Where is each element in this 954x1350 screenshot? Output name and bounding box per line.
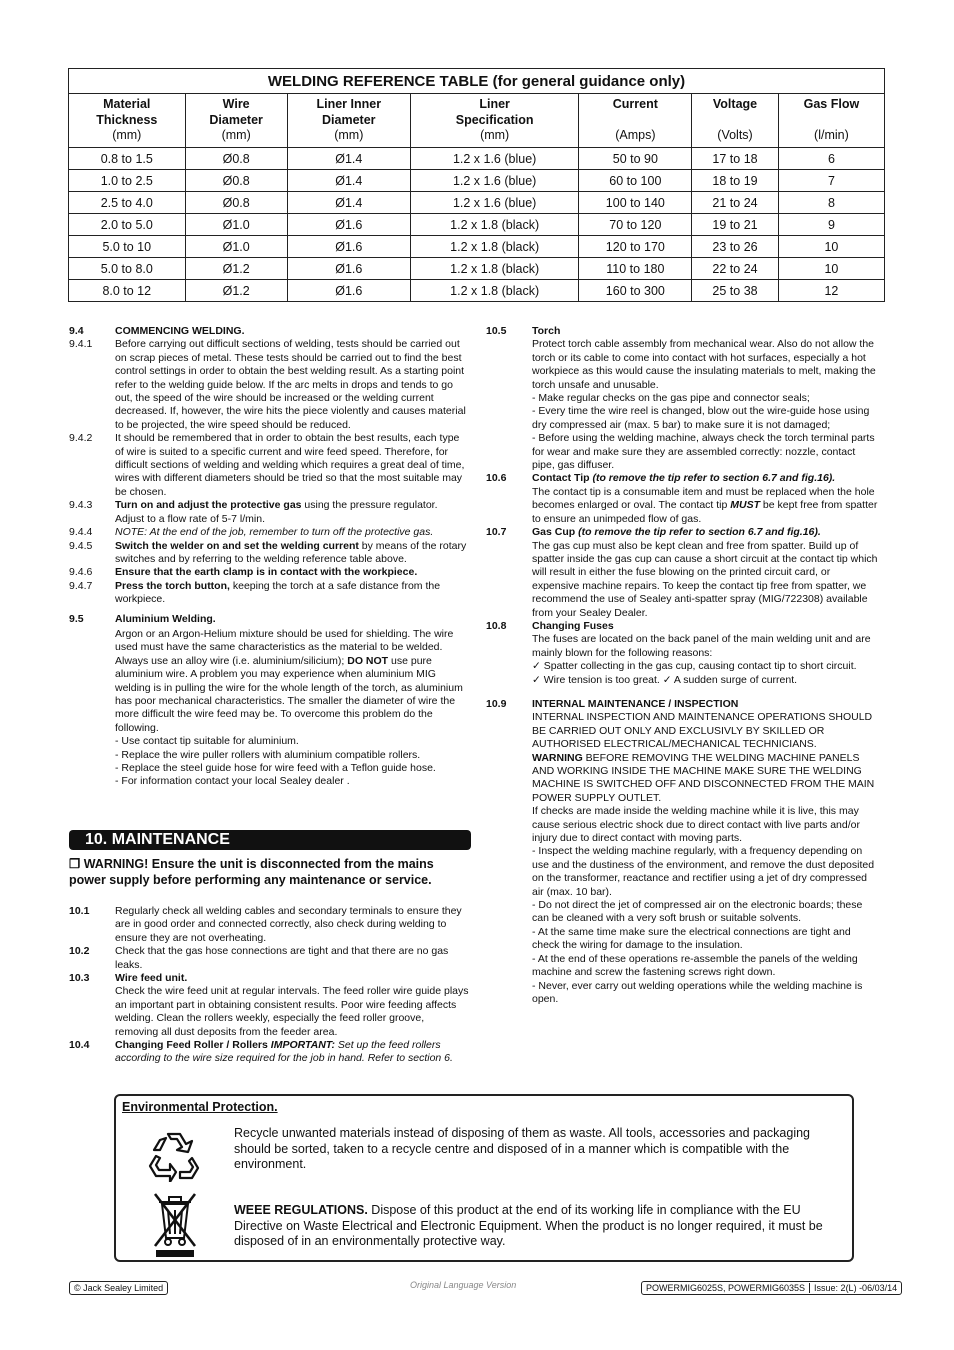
header-label: Material — [103, 97, 151, 111]
para-9-5 — [69, 628, 469, 735]
weee-bin-icon — [152, 1190, 198, 1258]
item-number: 10.4 — [69, 1039, 90, 1052]
table-title: WELDING REFERENCE TABLE (for general guidance only) — [69, 69, 885, 94]
table-row — [69, 148, 885, 170]
para-9-4-4 — [69, 526, 469, 539]
table-cell: 1.0 to 2.5 — [69, 170, 186, 192]
list-text: - Before using the welding machine, always check the torch terminal parts for wear and make sure they are assembled correctly: nozzle, contact pipe, gas diffuser. — [532, 432, 875, 472]
item-number: 10.7 — [486, 526, 507, 539]
maintenance-warning — [69, 856, 469, 888]
item-text: Regularly check all welding cables and secondary terminals to ensure they are in good order and connected correctly, also check during welding to ensure they are not overheating. — [115, 905, 462, 944]
maintenance-items-left — [69, 905, 469, 1066]
section-number: 9.5 — [69, 612, 84, 625]
item-text: Protect torch cable assembly from mechanical wear. Also do not allow the torch or its cable to come into contact with hot surfaces, especially a hot workpiece as this would cause the insulating materials to melt, making the torch unsafe and unusable. — [532, 338, 876, 391]
item-10-1 — [69, 905, 469, 945]
para-9-4-7 — [69, 580, 469, 607]
table-cell: 2.5 to 4.0 — [69, 192, 186, 214]
table-cell: 8.0 to 12 — [69, 280, 186, 302]
table-cell: Ø1.0 — [185, 236, 287, 258]
item-text: BEFORE REMOVING THE WELDING MACHINE PANELS AND WORKING INSIDE THE MACHINE MAKE SURE THE WELDING MACHINE IS SWITCHED OFF AND DISCONNECTED FROM THE MAIN POWER SUPPLY OUTLET. — [532, 751, 875, 804]
table-cell: 1.2 x 1.8 (black) — [410, 258, 579, 280]
table-cell: 12 — [778, 280, 884, 302]
item-text: Check the wire feed unit at regular intervals. The feed roller wire guide plays an important part in obtaining consistent results. Poor wire feeding affects welding. Clean the rollers weekly, especially the feed roller groove, removing all dust deposits from the feeder area. — [115, 985, 469, 1038]
header-unit: (mm) — [112, 128, 142, 142]
item-text: Check that the gas hose connections are tight and that there are no gas leaks. — [115, 945, 449, 971]
table-cell: 1.2 x 1.8 (black) — [410, 236, 579, 258]
header-label: Specification — [455, 112, 534, 127]
para-9-4-2 — [69, 432, 469, 499]
left-column — [69, 325, 469, 789]
table-body — [69, 148, 885, 302]
section-9-5-heading — [69, 613, 469, 626]
table-cell: Ø1.6 — [287, 280, 410, 302]
header-unit: (Volts) — [717, 128, 753, 142]
item-important: IMPORTANT: — [270, 1039, 335, 1052]
para-number: 9.4.7 — [69, 579, 93, 592]
table-cell: 21 to 24 — [692, 192, 779, 214]
table-cell: Ø1.4 — [287, 170, 410, 192]
weee-text — [234, 1203, 846, 1250]
table-cell: 1.2 x 1.8 (black) — [410, 214, 579, 236]
para-9-4-5 — [69, 540, 469, 567]
table-cell: 2.0 to 5.0 — [69, 214, 186, 236]
checklist-text: ✓ Wire tension is too great. ✓ A sudden surge of current. — [532, 673, 798, 686]
table-header-row — [69, 94, 885, 148]
header-label: Thickness — [96, 112, 158, 127]
section-title: Aluminium Welding. — [115, 612, 216, 625]
list-text: - At the same time make sure the electrical connections are tight and check the wiring for damage to the insulation. — [532, 925, 851, 952]
item-text: If checks are made inside the welding machine while it is live, this may cause serious electric shock due to direct contact with live parts and/or injury due to direct contact with moving parts. — [532, 805, 860, 845]
header-label: Diameter — [322, 112, 376, 127]
column-header — [579, 94, 692, 148]
issue-number: Issue: 2(L) -06/03/14 — [814, 1283, 898, 1293]
table-row — [69, 170, 885, 192]
table-row — [69, 236, 885, 258]
table-cell: 23 to 26 — [692, 236, 779, 258]
table-cell: Ø1.6 — [287, 258, 410, 280]
table-cell: 6 — [778, 148, 884, 170]
item-number: 10.6 — [486, 472, 507, 485]
list-text: - Make regular checks on the gas pipe and connector seals; — [532, 392, 810, 405]
column-header — [185, 94, 287, 148]
item-10-3 — [69, 972, 469, 1039]
para-bold: Ensure that the earth clamp is in contact with the workpiece. — [115, 566, 418, 579]
para-text: by means of the rotary switches and by referring to the welding reference table above. — [115, 539, 467, 565]
table-cell: 8 — [778, 192, 884, 214]
list-item — [69, 762, 469, 775]
item-text: be kept free from spatter to ensure an unimpeded flow of gas. — [532, 499, 878, 525]
checklist-text: ✓ Spatter collecting in the gas cup, causing contact tip to short circuit. — [532, 660, 857, 673]
table-cell: 9 — [778, 214, 884, 236]
para-number: 9.4.2 — [69, 432, 93, 445]
item-text: The gas cup must also be kept clean and free from spatter. Build up of spatter inside the gas cup can cause a short circuit at the contact tip which will result in either the fuse blowing on the printed circuit card, or expensive machine repairs. To keep the contact tip free from spatter, we recommend the use of Sealey anti-spatter spray (MIG/722308) available from your Sealey Dealer. — [532, 539, 878, 619]
para-bold: Turn on and adjust the protective gas — [115, 499, 302, 512]
para-bold: Switch the welder on and set the welding current — [115, 539, 359, 552]
header-label — [692, 113, 778, 129]
list-item — [69, 775, 469, 788]
table-cell: 50 to 90 — [579, 148, 692, 170]
table-cell: 5.0 to 8.0 — [69, 258, 186, 280]
column-header — [287, 94, 410, 148]
column-header — [69, 94, 186, 148]
table-cell: 1.2 x 1.8 (black) — [410, 280, 579, 302]
table-cell: Ø0.8 — [185, 192, 287, 214]
list-item — [69, 749, 469, 762]
para-number: 9.4.6 — [69, 566, 93, 579]
item-title: Contact Tip — [532, 472, 593, 485]
item-title: Changing Feed Roller / Rollers — [115, 1039, 271, 1052]
list-text: - For information contact your local Sealey dealer . — [115, 775, 350, 788]
header-label: Diameter — [209, 112, 263, 127]
table-row — [69, 192, 885, 214]
column-header — [692, 94, 779, 148]
item-title: Torch — [532, 325, 561, 337]
table-cell: Ø0.8 — [185, 170, 287, 192]
item-number: 10.9 — [486, 697, 507, 710]
table-cell: 17 to 18 — [692, 148, 779, 170]
table-cell: 1.2 x 1.6 (blue) — [410, 148, 579, 170]
language-version: Original Language Version — [410, 1280, 517, 1290]
table-row — [69, 258, 885, 280]
header-label: Wire — [222, 97, 250, 111]
table-cell: 100 to 140 — [579, 192, 692, 214]
table-cell: Ø1.4 — [287, 148, 410, 170]
environmental-protection-box — [114, 1094, 854, 1262]
table-cell: Ø1.4 — [287, 192, 410, 214]
header-label — [579, 113, 691, 129]
item-title: Gas Cup — [532, 526, 579, 539]
warning-box-icon: ❒ — [69, 857, 81, 871]
header-label: Voltage — [712, 97, 758, 111]
item-10-9 — [486, 698, 880, 1006]
list-text: - Replace the steel guide hose for wire feed with a Teflon guide hose. — [115, 762, 436, 774]
table-row — [69, 280, 885, 302]
header-label: Gas Flow — [803, 97, 860, 111]
item-10-6 — [486, 472, 880, 526]
para-bold: Press the torch button, — [115, 579, 230, 592]
section-9-4-heading — [69, 325, 469, 338]
column-header — [778, 94, 884, 148]
para-text: using the pressure regulator. Adjust to a flow rate of 5-7 l/min. — [115, 499, 438, 525]
column-header — [410, 94, 579, 148]
para-text: keeping the torch at a safe distance from the workpiece. — [115, 579, 441, 606]
table-cell: 10 — [778, 236, 884, 258]
para-9-4-3 — [69, 499, 469, 526]
table-cell: 1.2 x 1.6 (blue) — [410, 170, 579, 192]
welding-reference-table — [68, 68, 885, 302]
recycle-icon — [146, 1128, 202, 1182]
section-number: 9.4 — [69, 325, 84, 337]
table-cell: Ø1.0 — [185, 214, 287, 236]
list-text: - Never, ever carry out welding operations while the welding machine is open. — [532, 979, 863, 1005]
item-text: INTERNAL INSPECTION AND MAINTENANCE OPERATIONS SHOULD BE CARRIED OUT ONLY AND EXCLUSIVLY BY SKILLED OR AUTHORISED ELECTRICAL/MECHANICAL TECHNICIANS. — [532, 711, 873, 751]
item-10-4 — [69, 1039, 469, 1066]
table-cell: 120 to 170 — [579, 236, 692, 258]
item-10-5 — [486, 325, 880, 472]
section-title: COMMENCING WELDING. — [115, 325, 245, 337]
header-unit: (Amps) — [615, 128, 656, 142]
table-cell: 19 to 21 — [692, 214, 779, 236]
table-cell: 25 to 38 — [692, 280, 779, 302]
table-cell: 0.8 to 1.5 — [69, 148, 186, 170]
maintenance-heading: 10. MAINTENANCE — [69, 830, 471, 850]
item-number: 10.2 — [69, 945, 90, 958]
table-cell: 22 to 24 — [692, 258, 779, 280]
right-column — [486, 325, 880, 1006]
item-number: 10.1 — [69, 905, 90, 917]
header-label: Liner — [479, 97, 510, 111]
warning-text: WARNING! Ensure the unit is disconnected from the mains power supply before performing any maintenance or service. — [69, 857, 434, 887]
table-cell: Ø0.8 — [185, 148, 287, 170]
table-cell: Ø1.6 — [287, 214, 410, 236]
item-number: 10.3 — [69, 972, 90, 985]
item-note: (to remove the tip refer to section 6.7 and fig.16). — [592, 472, 836, 485]
list-text: - Do not direct the jet of compressed air on the electronic boards; these can be cleaned with a very soft brush or suitable solvents. — [532, 899, 863, 925]
table-cell: Ø1.6 — [287, 236, 410, 258]
env-title: Environmental Protection. — [122, 1100, 278, 1114]
header-unit: (mm) — [480, 128, 510, 142]
table-cell: 70 to 120 — [579, 214, 692, 236]
header-label — [779, 113, 884, 129]
weee-title: WEEE REGULATIONS. — [234, 1203, 368, 1217]
item-note: (to remove the tip refer to section 6.7 and fig.16). — [578, 526, 821, 539]
para-number: 9.4.3 — [69, 499, 93, 512]
para-number: 9.4.5 — [69, 539, 93, 552]
weee-body: Dispose of this product at the end of its working life in compliance with the EU Directive on Waste Electrical and Electronic Equipment. When the product is no longer required, it must be disposed of in an environmentally protective way. — [234, 1203, 823, 1248]
header-unit: (l/min) — [814, 128, 849, 142]
item-title: INTERNAL MAINTENANCE / INSPECTION — [532, 697, 739, 710]
item-text: The fuses are located on the back panel of the main welding unit and are mainly blown for the following reasons: — [532, 633, 871, 659]
list-text: - Inspect the welding machine regularly, with a frequency depending on use and the dustiness of the environment, and remove the dust deposited on the transformer, reactance and rectifier using a jet of dry compressed air (max. 10 bar). — [532, 845, 875, 898]
item-text: The contact tip is a consumable item and must be replaced when the hole becomes enlarged or oval. The contact tip — [532, 485, 875, 512]
para-9-4-1 — [69, 338, 469, 432]
table-cell: Ø1.2 — [185, 280, 287, 302]
list-text: - Every time the wire reel is changed, blow out the wire-guide hose using dry compressed air (max. 5 bar) to make sure it is not damaged; — [532, 405, 870, 431]
table-cell: 160 to 300 — [579, 280, 692, 302]
item-number: 10.5 — [486, 325, 507, 337]
list-text: - Replace the wire puller rollers with aluminium compatible rollers. — [115, 748, 421, 761]
model-numbers: POWERMIG6025S, POWERMIG6035S — [642, 1283, 810, 1293]
item-text: Set up the feed rollers according to the wire size required for the job in hand. Refer to section 6. — [115, 1039, 453, 1065]
para-bold: DO NOT — [347, 654, 389, 667]
para-9-4-6 — [69, 566, 469, 579]
para-text: NOTE: At the end of the job, remember to turn off the protective gas. — [115, 526, 434, 539]
header-unit: (mm) — [334, 128, 364, 142]
copyright-label: © Jack Sealey Limited — [69, 1281, 168, 1295]
item-10-8 — [486, 620, 880, 687]
table-cell: 10 — [778, 258, 884, 280]
model-issue-label — [641, 1281, 902, 1295]
item-title: Wire feed unit. — [115, 972, 188, 985]
item-number: 10.8 — [486, 619, 507, 632]
header-unit: (mm) — [221, 128, 251, 142]
list-text: - At the end of these operations re-assemble the panels of the welding machine and screw the fastening screws right down. — [532, 952, 858, 979]
para-text: Before carrying out difficult sections of welding, tests should be carried out on scrap pieces of metal. These tests should be carried out to find the best control settings in order to obtain the best welding result. As a starting point refer to the welding guide below. If the arc melts in drops and tends to go out, the speed of the wire should be increased or the welding current decreased. If, however, the wire hits the piece violently and causes material to be projected, the wire speed should be reduced. — [115, 338, 466, 431]
header-label: Liner Inner — [316, 97, 382, 111]
table-cell: 1.2 x 1.6 (blue) — [410, 192, 579, 214]
table-cell: 60 to 100 — [579, 170, 692, 192]
list-item — [69, 735, 469, 748]
para-text: Argon or an Argon-Helium mixture should be used for shielding. The wire used must have the same characteristics as the material to be welded. Always use an alloy wire (i.e. aluminium/silicium); — [115, 627, 454, 667]
table-row — [69, 214, 885, 236]
table-cell: 5.0 to 10 — [69, 236, 186, 258]
recycle-text: Recycle unwanted materials instead of disposing of them as waste. All tools, accessories and packaging should be sorted, taken to a recycle centre and disposed of in a manner which is compatible with the environment. — [234, 1126, 811, 1171]
list-text: - Use contact tip suitable for aluminium. — [115, 735, 299, 748]
table-cell: Ø1.2 — [185, 258, 287, 280]
item-10-2 — [69, 945, 469, 972]
para-number: 9.4.4 — [69, 526, 93, 539]
table-cell: 18 to 19 — [692, 170, 779, 192]
table-cell: 7 — [778, 170, 884, 192]
para-number: 9.4.1 — [69, 338, 93, 351]
item-title: Changing Fuses — [532, 619, 614, 632]
header-label: Current — [612, 97, 658, 111]
item-emphasis: MUST — [730, 499, 761, 512]
item-warning: WARNING — [532, 751, 583, 764]
item-10-7 — [486, 526, 880, 620]
para-text: It should be remembered that in order to obtain the best results, each type of wire is suited to a specific current and wire feed speed. Therefore, for difficult sections of welding and welding which requires a great deal of time, wires with different diameters should be tried so that the most suitable may be chosen. — [115, 432, 465, 498]
para-text: use pure aluminium wire. A problem you may experience when aluminium MIG welding is in pulling the wire for the whole length of the torch, as aluminium has poor mechanical characteristics. The smaller the diameter of wire the more difficult the wire feed may be. To overcome this problem do the following. — [115, 654, 463, 734]
table-cell: 110 to 180 — [579, 258, 692, 280]
